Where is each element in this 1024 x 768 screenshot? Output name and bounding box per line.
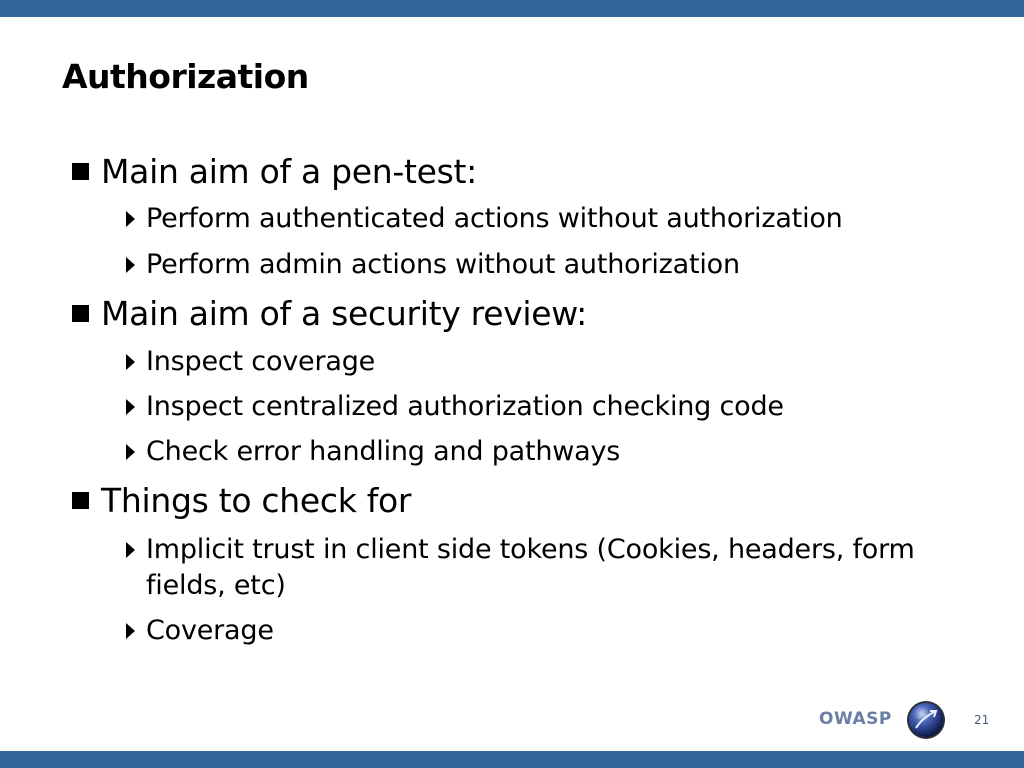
sub-bullet-item <box>126 532 976 604</box>
triangle-bullet-icon <box>126 399 135 415</box>
sub-bullet-item <box>126 201 976 237</box>
triangle-bullet-icon <box>126 211 135 227</box>
square-bullet-icon <box>72 305 89 322</box>
bullet-item <box>72 481 411 521</box>
bullet-text: Things to check for <box>101 481 412 520</box>
bullet-item <box>72 294 587 334</box>
sub-bullet-item <box>126 344 976 380</box>
bullet-item <box>72 152 477 192</box>
sub-bullet-text: Implicit trust in client side tokens (Cookies, headers, form fields, etc) <box>146 534 915 601</box>
triangle-bullet-icon <box>126 257 135 273</box>
bottom-accent-bar <box>0 751 1024 768</box>
triangle-bullet-icon <box>126 542 135 558</box>
square-bullet-icon <box>72 163 89 180</box>
sub-bullet-text: Perform authenticated actions without authorization <box>146 203 843 234</box>
bullet-text: Main aim of a security review: <box>101 294 588 333</box>
sub-bullet-text: Inspect centralized authorization checking code <box>146 391 784 422</box>
sub-bullet-item <box>126 434 976 470</box>
sub-bullet-text: Check error handling and pathways <box>146 436 621 467</box>
triangle-bullet-icon <box>126 623 135 639</box>
top-accent-bar <box>0 0 1024 17</box>
page-number: 21 <box>974 713 990 727</box>
sub-bullet-item <box>126 247 976 283</box>
square-bullet-icon <box>72 492 89 509</box>
sub-bullet-text: Inspect coverage <box>146 346 376 377</box>
sub-bullet-item <box>126 389 976 425</box>
sub-bullet-item <box>126 613 976 649</box>
owasp-globe-icon <box>906 700 946 740</box>
sub-bullet-text: Perform admin actions without authorization <box>146 249 740 280</box>
triangle-bullet-icon <box>126 354 135 370</box>
triangle-bullet-icon <box>126 444 135 460</box>
owasp-brand-text: OWASP <box>819 709 892 729</box>
sub-bullet-text: Coverage <box>146 615 274 646</box>
bullet-text: Main aim of a pen-test: <box>101 152 477 191</box>
slide-title: Authorization <box>62 57 309 96</box>
